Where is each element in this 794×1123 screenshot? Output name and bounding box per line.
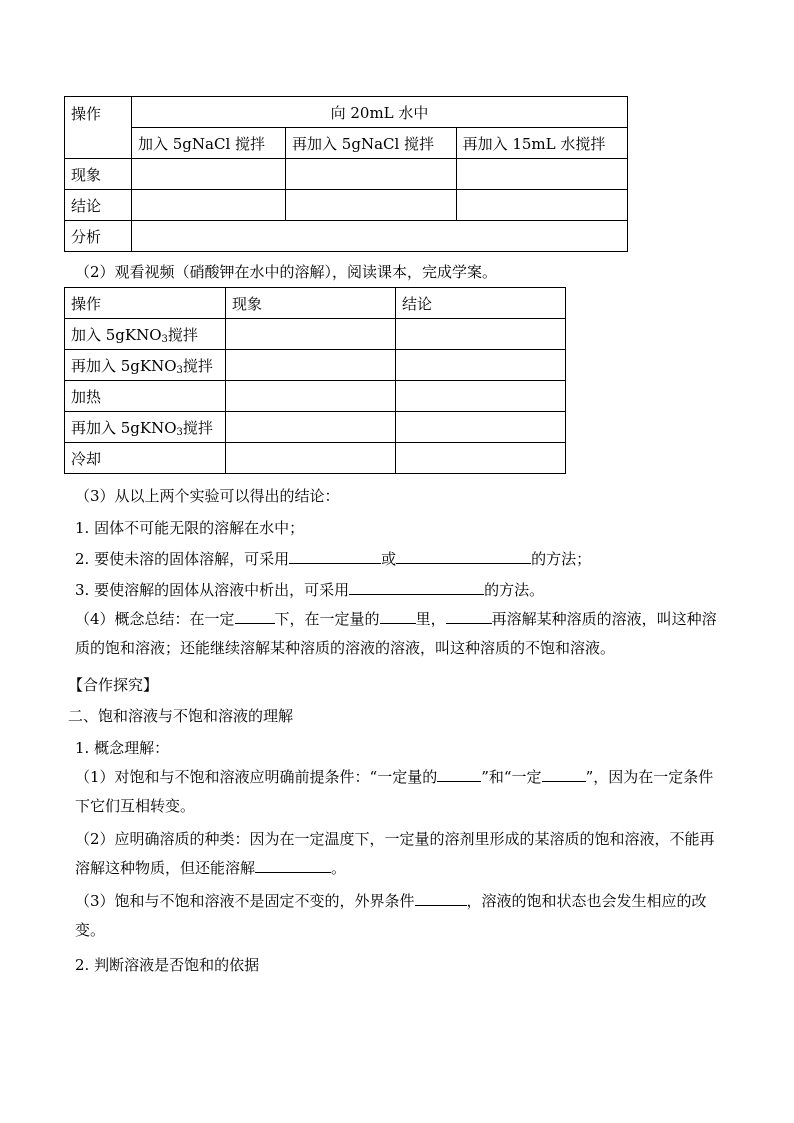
table-cell[interactable] [226,381,396,412]
answer-blank[interactable] [396,549,531,564]
table-cell[interactable] [226,319,396,350]
conclusion-2: 2. 要使未溶的固体溶解，可采用 或 的方法； [75,550,592,568]
answer-blank[interactable] [349,580,484,595]
section-intro-2: （2）观看视频（硝酸钾在水中的溶解），阅读课本，完成学案。 [75,263,498,281]
conclusion-3: 3. 要使溶解的固体从溶液中析出，可采用 的方法。 [75,581,545,599]
answer-blank[interactable] [235,609,275,624]
table-cell[interactable] [396,350,566,381]
conclusion-1: 1. 固体不可能无限的溶解在水中； [75,519,305,537]
answer-blank[interactable] [380,609,416,624]
judge-title: 2. 判断溶液是否饱和的依据 [75,956,260,974]
table-cell[interactable] [456,190,627,221]
col-header-1: 加入 5gNaCl 搅拌 [132,128,286,159]
table-cell[interactable] [132,190,286,221]
table-cell[interactable] [226,443,396,474]
section-3: （3）从以上两个实验可以得出的结论： [75,487,340,505]
row-label: 再加入 5gKNO$_3$搅拌 [65,412,226,443]
table-cell[interactable] [132,221,628,252]
concept-summary: （4）概念总结：在一定 下，在一定量的 里， 再溶解某种溶质的溶液，叫这种溶质的饱和溶液；还能继续溶解某种溶质的溶液的溶液，叫这种溶质的不饱和溶液。 [75,610,717,657]
table-cell[interactable] [286,159,457,190]
point-1: （1）对饱和与不饱和溶液应明确前提条件：“一定量的 ”和“一定 ”，因为在一定条件下它们互相转变。 [75,768,714,815]
table-cell[interactable] [396,381,566,412]
section-2-title: 二、饱和溶液与不饱和溶液的理解 [68,707,294,725]
table-cell[interactable] [286,190,457,221]
row-label: 加热 [65,381,226,412]
col-header-phenomenon: 现象 [226,288,396,319]
answer-blank[interactable] [415,891,467,906]
row-label: 冷却 [65,443,226,474]
coop-heading: 【合作探究】 [68,676,159,694]
table-cell[interactable] [396,443,566,474]
table-cell[interactable] [132,159,286,190]
row-label: 加入 5gKNO$_3$搅拌 [65,319,226,350]
row-label-conclusion: 结论 [65,190,132,221]
nacl-experiment-table [64,96,628,252]
answer-blank[interactable] [446,609,492,624]
kno3-experiment-table [64,287,566,474]
row-label-phenomenon: 现象 [65,159,132,190]
answer-blank[interactable] [289,549,381,564]
answer-blank[interactable] [255,858,331,873]
answer-blank[interactable] [437,767,481,782]
row-label: 再加入 5gKNO$_3$搅拌 [65,350,226,381]
op-header: 操作 [65,97,132,159]
col-header-conclusion: 结论 [396,288,566,319]
table-cell[interactable] [226,350,396,381]
point-2: （2）应明确溶质的种类：因为在一定温度下，一定量的溶剂里形成的某溶质的饱和溶液，不能再溶解这种物质，但还能溶解 。 [75,830,715,877]
table-cell[interactable] [456,159,627,190]
col-header-2: 再加入 5gNaCl 搅拌 [286,128,457,159]
answer-blank[interactable] [542,767,586,782]
point-3: （3）饱和与不饱和溶液不是固定不变的，外界条件 ，溶液的饱和状态也会发生相应的改变。 [75,892,707,939]
concept-title: 1. 概念理解： [75,739,170,757]
col-header-3: 再加入 15mL 水搅拌 [456,128,627,159]
row-label-analysis: 分析 [65,221,132,252]
table-cell[interactable] [396,319,566,350]
table-cell[interactable] [396,412,566,443]
col-header-op: 操作 [65,288,226,319]
header-main: 向 20mL 水中 [132,97,628,128]
table-cell[interactable] [226,412,396,443]
